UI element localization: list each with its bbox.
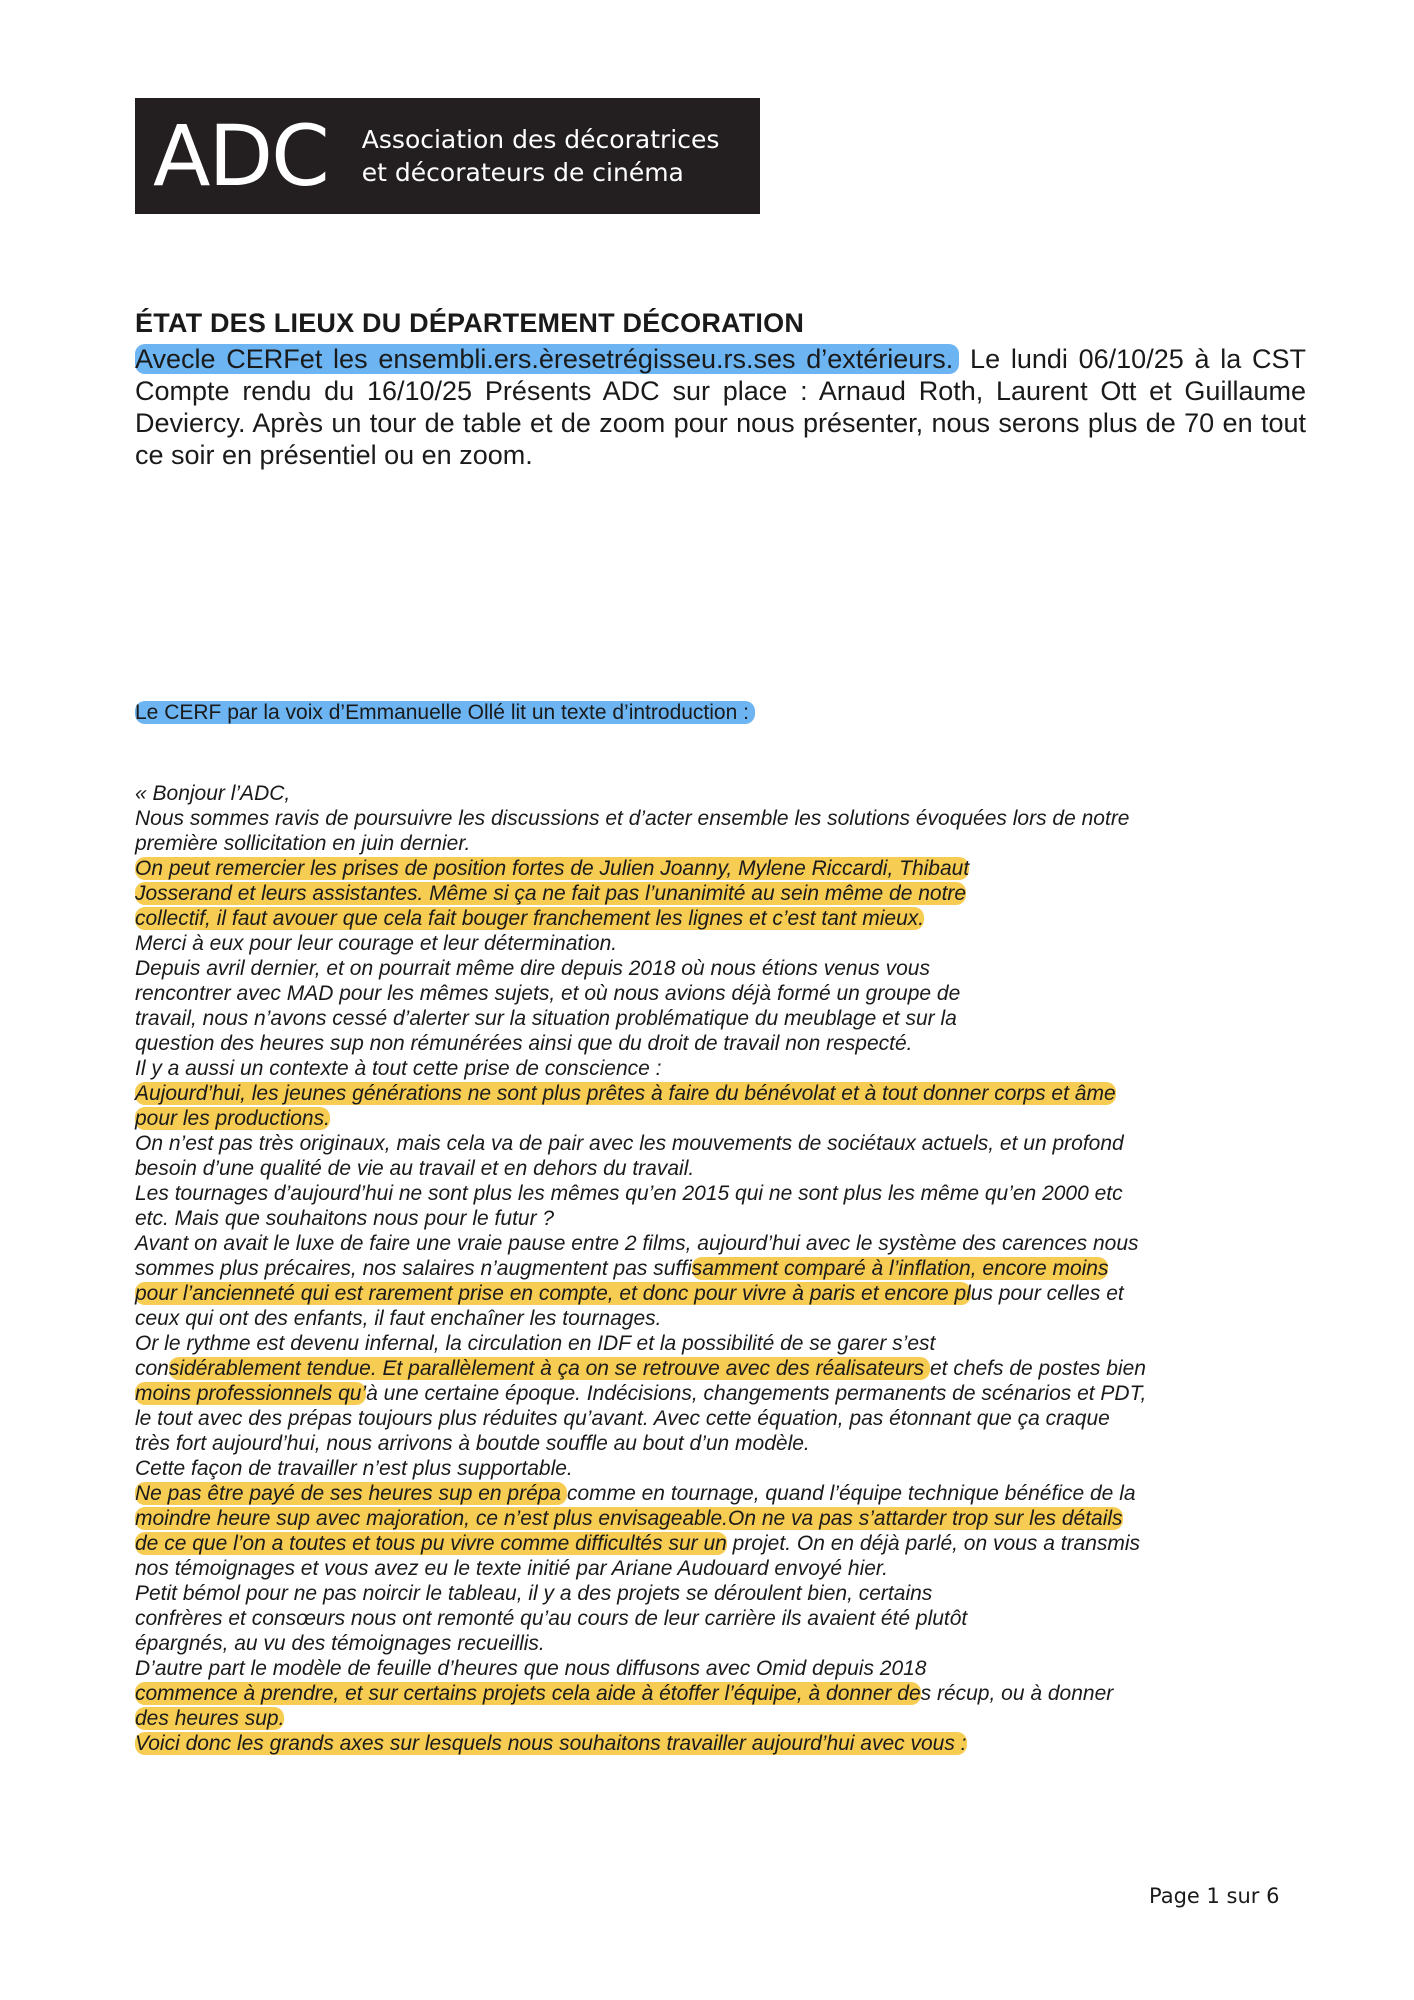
text-segment: à une certaine époque. Indécisions, changements permanents de scénarios et PDT,: [366, 1382, 1147, 1405]
document-title: ÉTAT DES LIEUX DU DÉPARTEMENT DÉCORATION: [135, 308, 805, 338]
letter-line: Depuis avril dernier, et on pourrait même dire depuis 2018 où nous étions venus vous: [135, 957, 930, 980]
letter-line: nos témoignages et vous avez eu le texte initié par Ariane Audouard envoyé hier.: [135, 1557, 888, 1580]
text-segment: sommes plus précaires, nos salaires n’augmentent pas suffi: [135, 1257, 692, 1280]
highlight: Voici donc les grands axes sur lesquels nous souhaitons travailler aujourd’hui avec vous :: [135, 1732, 967, 1755]
highlight: Ne pas être payé de ses heures sup en prépa: [135, 1482, 567, 1505]
intro-paragraph: [135, 343, 1306, 471]
highlight: Josserand et leurs assistantes. Même si ça ne fait pas l’unanimité au sein même de notre: [135, 882, 967, 905]
text-segment: con: [135, 1357, 169, 1380]
letter-line: On n’est pas très originaux, mais cela va de pair avec les mouvements de sociétaux actuels, et un profond: [135, 1132, 1124, 1155]
letter-line: Nous sommes ravis de poursuivre les discussions et d’acter ensemble les solutions évoquées lors de notre: [135, 807, 1130, 830]
letter-line: etc. Mais que souhaitons nous pour le futur ?: [135, 1207, 555, 1230]
highlight: moins professionnels qu’: [135, 1382, 367, 1405]
intro-text: Le lundi 06/10/25 à la CST Compte rendu du 16/10/25 Présents ADC sur place : Arnaud Roth, Laurent Ott et Guillaume Deviercy. Après un tour de table et de zoom pour nous présenter, nous serons plus de 70 en tout ce soir en présentiel ou en zoom.: [135, 344, 1307, 470]
text-segment: s récup, ou à donner: [920, 1682, 1114, 1705]
letter-line: [135, 1381, 1320, 1406]
highlight: de ce que l’on a toutes et tous pu vivre comme difficultés sur un: [135, 1532, 727, 1555]
letter-line: D’autre part le modèle de feuille d’heures que nous diffusons avec Omid depuis 2018: [135, 1657, 927, 1680]
letter-line: [135, 856, 1320, 881]
letter-line: Cette façon de travailler n’est plus supportable.: [135, 1457, 573, 1480]
letter-line: [135, 1681, 1320, 1706]
letter-line: très fort aujourd’hui, nous arrivons à boutde souffle au bout d’un modèle.: [135, 1432, 810, 1455]
highlight: commence à prendre, et sur certains projets cela aide à étoffer l’équipe, à donner de: [135, 1682, 921, 1705]
adc-logo: [135, 98, 760, 214]
cerf-intro-highlight: Le CERF par la voix d’Emmanuelle Ollé lit un texte d’introduction :: [135, 701, 755, 724]
text-segment: projet. On en déjà parlé, on vous a transmis: [726, 1532, 1141, 1555]
letter-line: [135, 1731, 1320, 1756]
text-segment: us pour celles et: [970, 1282, 1124, 1305]
highlight: moindre heure sup avec majoration, ce n’est plus envisageable.On ne va pas s’attarder trop sur les détails: [135, 1507, 1123, 1530]
letter-line: Petit bémol pour ne pas noircir le tableau, il y a des projets se déroulent bien, certains: [135, 1582, 933, 1605]
logo-tagline: [362, 123, 720, 189]
letter-line: [135, 1231, 1320, 1256]
letter-line: rencontrer avec MAD pour les mêmes sujets, et où nous avions déjà formé un groupe de: [135, 982, 961, 1005]
text-segment: aujourd’hui avec le système des carences nous: [697, 1232, 1139, 1255]
letter-line: « Bonjour l’ADC,: [135, 782, 291, 805]
letter-line: [135, 1256, 1320, 1281]
letter-line: le tout avec des prépas toujours plus réduites qu’avant. Avec cette équation, pas étonnant que ça craque: [135, 1407, 1110, 1430]
text-segment: et chefs de postes bien: [929, 1357, 1146, 1380]
letter-line: travail, nous n’avons cessé d’alerter sur la situation problématique du meublage et sur la: [135, 1007, 957, 1030]
letter-line: [135, 881, 1320, 906]
logo-mark: ADC: [153, 107, 328, 205]
letter-line: [135, 906, 1320, 931]
letter-line: [135, 1531, 1320, 1556]
letter-line: Il y a aussi un contexte à tout cette prise de conscience :: [135, 1057, 662, 1080]
letter-line: Les tournages d’aujourd’hui ne sont plus les mêmes qu’en 2015 qui ne sont plus les même qu’en 2000 etc: [135, 1182, 1123, 1205]
letter-line: confrères et consœurs nous ont remonté qu’au cours de leur carrière ils avaient été plutôt: [135, 1607, 968, 1630]
highlight: collectif, il faut avouer que cela fait bouger franchement les lignes et c’est tant mieux.: [135, 907, 925, 930]
letter-line: [135, 1706, 1320, 1731]
text-segment: Avant on avait le luxe de faire une vraie pause entre 2 films,: [135, 1232, 698, 1255]
cerf-intro-line: [135, 700, 755, 726]
letter-line: [135, 1481, 1320, 1506]
letter-line: première sollicitation en juin dernier.: [135, 832, 471, 855]
highlight: des heures sup.: [135, 1707, 285, 1730]
highlight: pour l’ancienneté qui est rarement prise en compte, et donc pour vivre à paris et encore pl: [135, 1282, 971, 1305]
letter-line: épargnés, au vu des témoignages recueillis.: [135, 1632, 545, 1655]
letter-line: [135, 1281, 1320, 1306]
text-segment: comme en tournage, quand l’équipe technique bénéfice de la: [566, 1482, 1136, 1505]
letter-line: [135, 1506, 1320, 1531]
letter-line: Merci à eux pour leur courage et leur détermination.: [135, 932, 618, 955]
logo-tagline-line1: Association des décoratrices: [361, 125, 720, 154]
logo-tagline-line2: et décorateurs de cinéma: [361, 158, 684, 187]
highlight: On peut remercier les prises de position fortes de Julien Joanny, Mylene Riccardi, Thibaut: [135, 857, 970, 880]
page-number: Page 1 sur 6: [1149, 1884, 1280, 1908]
highlight: samment comparé à l’inflation, encore moins: [691, 1257, 1109, 1280]
letter-line: question des heures sup non rémunérées ainsi que du droit de travail non respecté.: [135, 1032, 913, 1055]
letter-line: [135, 1106, 1320, 1131]
letter-line: ceux qui ont des enfants, il faut enchaîner les tournages.: [135, 1307, 662, 1330]
highlight: Aujourd’hui, les jeunes générations ne sont plus prêtes à faire du bénévolat et à tout donner corps et âme: [135, 1082, 1116, 1105]
letter-line: [135, 1356, 1320, 1381]
letter-text: [135, 781, 1320, 1756]
highlight: pour les productions.: [135, 1107, 330, 1130]
letter-line: besoin d’une qualité de vie au travail et en dehors du travail.: [135, 1157, 695, 1180]
intro-highlight: Avecle CERFet les ensembli.ers.èresetrégisseu.rs.ses d’extérieurs.: [135, 344, 959, 374]
letter-line: [135, 1081, 1320, 1106]
letter-line: Or le rythme est devenu infernal, la circulation en IDF et la possibilité de se garer s’est: [135, 1332, 936, 1355]
highlight: sidérablement tendue. Et parallèlement à ça on se retrouve avec des réalisateurs: [168, 1357, 930, 1380]
